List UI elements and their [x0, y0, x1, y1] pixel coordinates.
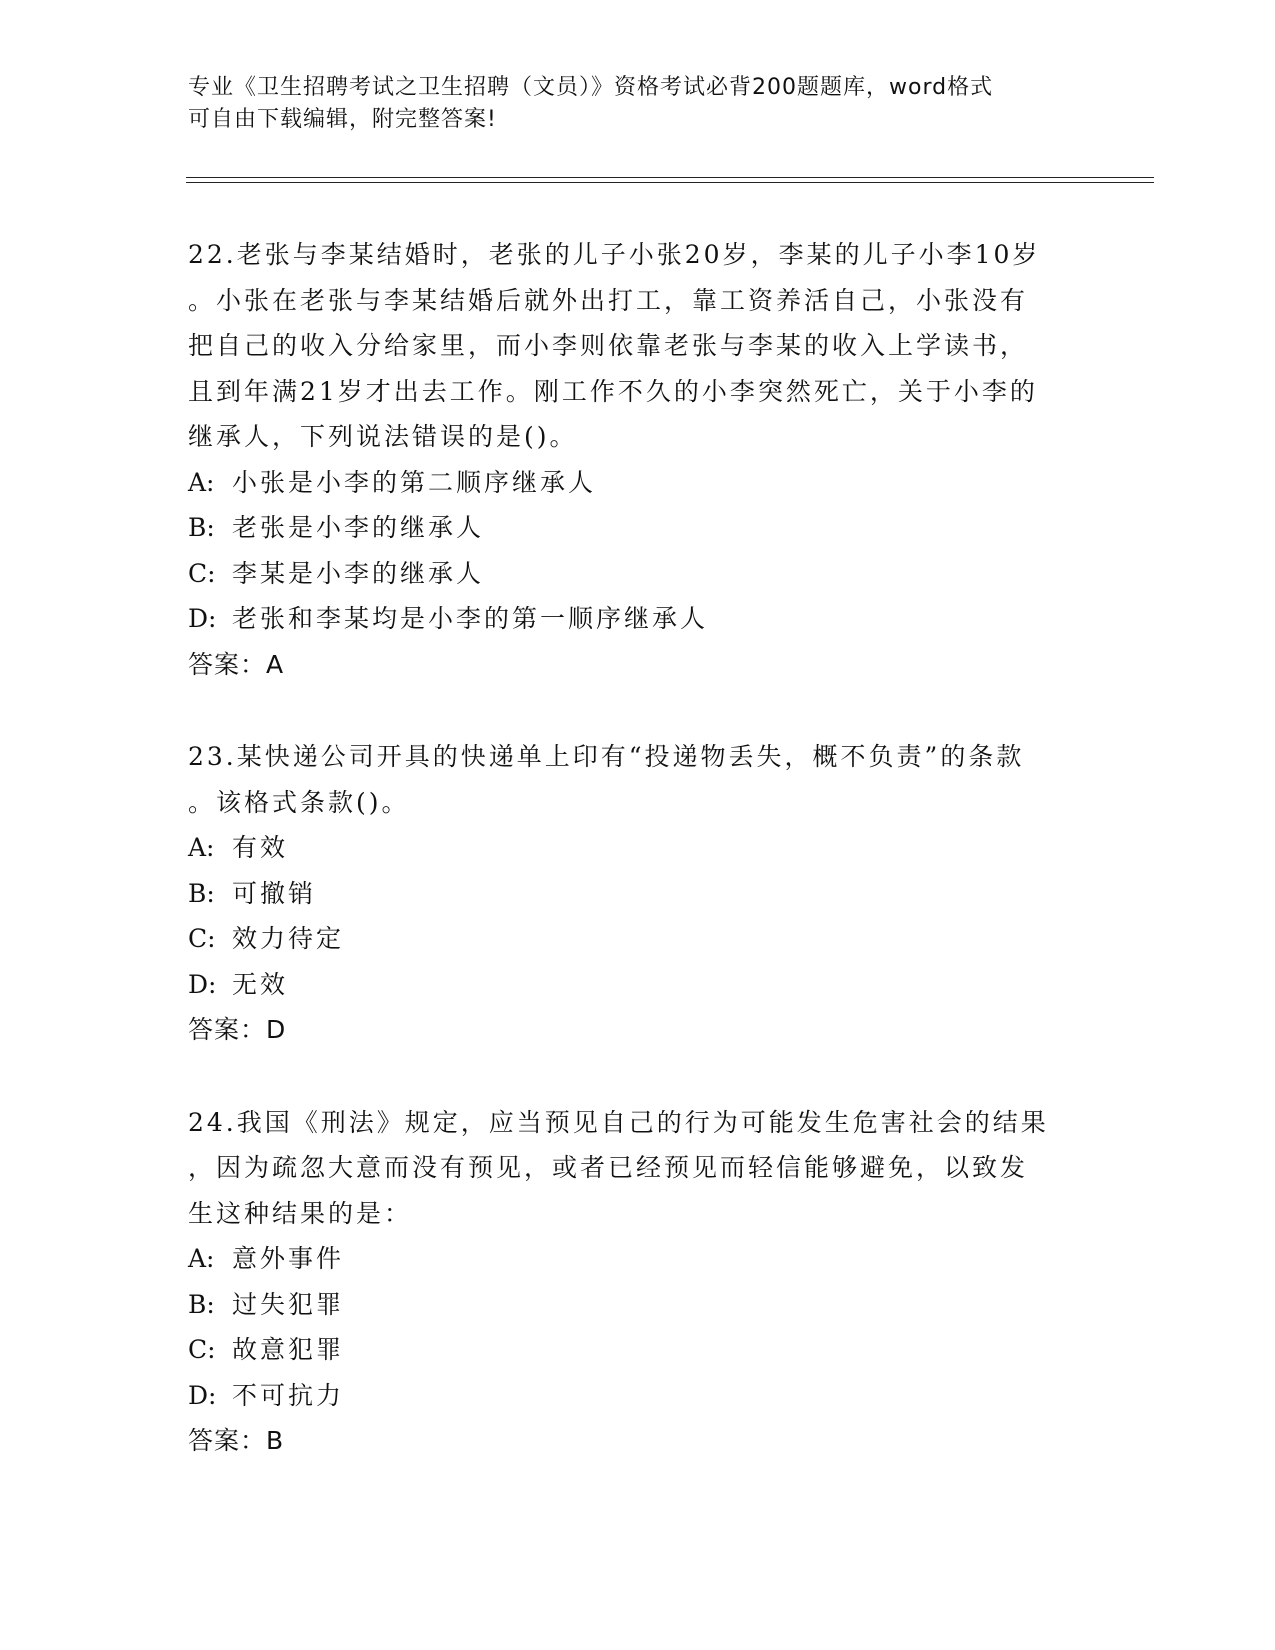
- header-divider-top: [186, 177, 1154, 178]
- stem-line: 23.某快递公司开具的快递单上印有“投递物丢失，概不负责”的条款: [188, 742, 1025, 771]
- answer-line: 答案：A: [188, 649, 285, 679]
- stem-line: 继承人，下列说法错误的是()。: [188, 422, 578, 451]
- stem-line: 24.我国《刑法》规定，应当预见自己的行为可能发生危害社会的结果: [188, 1107, 1049, 1137]
- option-text: 过失犯罪: [232, 1289, 345, 1319]
- stem-line: 。小张在老张与李某结婚后就外出打工，靠工资养活自己，小张没有: [188, 285, 1029, 315]
- option-b: [188, 1282, 1078, 1328]
- stem-line: ，因为疏忽大意而没有预见，或者已经预见而轻信能够避免，以致发: [188, 1153, 1029, 1182]
- answer-line: 答案：B: [188, 1426, 285, 1455]
- question-24: [188, 1100, 1078, 1464]
- option-key: D:: [188, 1380, 217, 1410]
- stem-line: 且到年满21岁才出去工作。刚工作不久的小李突然死亡，关于小李的: [188, 376, 1038, 406]
- option-key: A:: [188, 1244, 215, 1273]
- option-text: 小张是小李的第二顺序继承人: [232, 467, 597, 497]
- question-23: [188, 734, 1078, 1053]
- option-c: [188, 1327, 1078, 1373]
- header-line-1: 专业《卫生招聘考试之卫生招聘（文员）》资格考试必背200题题库，word格式: [188, 75, 994, 100]
- option-d: [188, 962, 1078, 1008]
- option-text: 意外事件: [232, 1244, 345, 1273]
- stem-line: 22.老张与李某结婚时，老张的儿子小张20岁，李某的儿子小李10岁: [188, 240, 1041, 269]
- answer-line: 答案：D: [188, 1015, 287, 1044]
- option-key: C:: [188, 558, 216, 588]
- stem-line: 把自己的收入分给家里，而小李则依靠老张与李某的收入上学读书，: [188, 331, 1029, 360]
- option-list: [188, 460, 1078, 642]
- question-stem: [188, 232, 1078, 460]
- stem-line: 生这种结果的是：: [188, 1198, 413, 1228]
- question-stem: [188, 734, 1078, 825]
- option-text: 不可抗力: [232, 1380, 345, 1410]
- option-key: D:: [188, 969, 217, 999]
- question-list: [188, 232, 1078, 1511]
- option-text: 老张是小李的继承人: [232, 513, 485, 542]
- header-divider-bottom: [186, 182, 1154, 183]
- option-key: D:: [188, 604, 217, 633]
- question-stem: [188, 1100, 1078, 1237]
- option-key: C:: [188, 1335, 216, 1364]
- option-a: [188, 1236, 1078, 1282]
- option-key: A:: [188, 467, 215, 497]
- option-text: 可撤销: [232, 878, 317, 908]
- option-key: B:: [188, 1289, 215, 1319]
- option-key: B:: [188, 878, 215, 908]
- option-text: 老张和李某均是小李的第一顺序继承人: [232, 604, 709, 633]
- option-b: [188, 505, 1078, 551]
- option-key: B:: [188, 513, 215, 542]
- option-list: [188, 825, 1078, 1007]
- document-header: [188, 72, 1068, 136]
- stem-line: 。该格式条款()。: [188, 787, 410, 817]
- option-c: [188, 551, 1078, 597]
- option-c: [188, 916, 1078, 962]
- option-text: 有效: [232, 833, 289, 862]
- option-key: C:: [188, 924, 216, 953]
- option-a: [188, 825, 1078, 871]
- option-text: 效力待定: [232, 924, 345, 953]
- option-text: 无效: [232, 969, 289, 999]
- option-a: [188, 460, 1078, 506]
- option-key: A:: [188, 833, 215, 862]
- option-list: [188, 1236, 1078, 1418]
- option-text: 故意犯罪: [232, 1335, 345, 1364]
- option-d: [188, 1373, 1078, 1419]
- header-line-2: 可自由下载编辑，附完整答案!: [188, 107, 497, 132]
- option-d: [188, 596, 1078, 642]
- question-22: [188, 232, 1078, 687]
- option-text: 李某是小李的继承人: [232, 558, 485, 588]
- option-b: [188, 871, 1078, 917]
